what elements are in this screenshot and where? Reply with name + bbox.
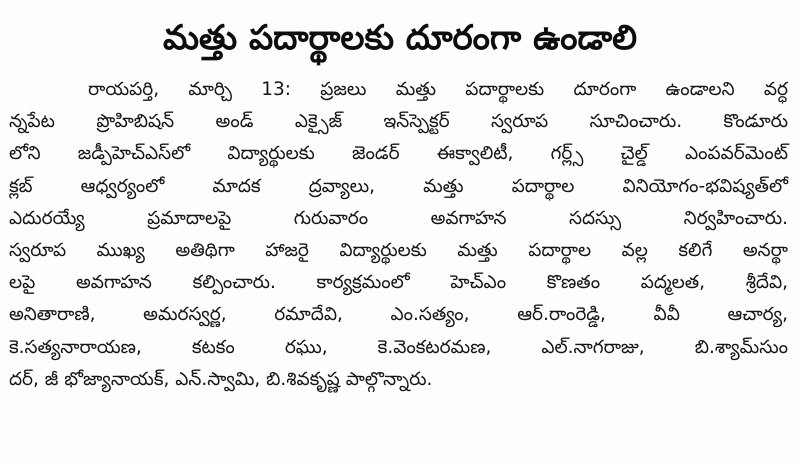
- article-line: ఎదురయ్యే ప్రమాదాలపై గురువారం అవగాహన సదస్సు నిర్వహించారు.: [9, 207, 788, 229]
- article-line: కె.సత్యనారాయణ, కటకం రఘు, కె.వెంకటరమణ, ఎల్.నాగరాజు, బి.శ్యామ్‌సుం: [9, 336, 788, 358]
- article-line: క్లబ్ ఆధ్వర్యంలో మాదక ద్రవ్యాలు, మత్తు పదార్థాల వినియోగం-భవిష్యత్‌లో: [9, 175, 788, 197]
- article-line: స్వరూప ముఖ్య అతిథిగా హాజరై విద్యార్థులకు మత్తు పదార్థాల వల్ల కలిగే అనర్థా: [9, 239, 788, 261]
- article-line: లపై అవగాహన కల్పించారు. కార్యక్రమంలో హెచ్‌ఎం కొణతం పద్మలత, శ్రీదేవి,: [9, 272, 788, 294]
- article-line: లోని జడ్పీహెచ్‌ఎస్‌లో విద్యార్థులకు జెండర్ ఈక్వాలిటీ, గర్ల్స్ చైల్డ్ ఎంపవర్‌మెంట్: [9, 143, 788, 165]
- article-body: [9, 74, 788, 396]
- article-line: అనితారాణి, అమరస్వర్ణ, రమాదేవి, ఎం.సత్యం, ఆర్.రాంరెడ్డి, వీవీ ఆచార్య,: [9, 304, 788, 326]
- headline: మత్తు పదార్థాలకు దూరంగా ఉండాలి: [162, 18, 638, 58]
- article-line: న్నపేట ప్రొహిబిషన్ అండ్ ఎక్సైజ్ ఇన్‌స్పెక్టర్ స్వరూప సూచించారు. కొండూరు: [9, 111, 788, 133]
- article-line: దర్, జీ భోజ్యానాయక్, ఎన్.స్వామి, బి.శివకృష్ణ పాల్గొన్నారు.: [9, 368, 433, 390]
- article-line: రాయపర్తి, మార్చి 13: ప్రజలు మత్తు పదార్థాలకు దూరంగా ఉండాలని వర్ధ: [88, 79, 788, 100]
